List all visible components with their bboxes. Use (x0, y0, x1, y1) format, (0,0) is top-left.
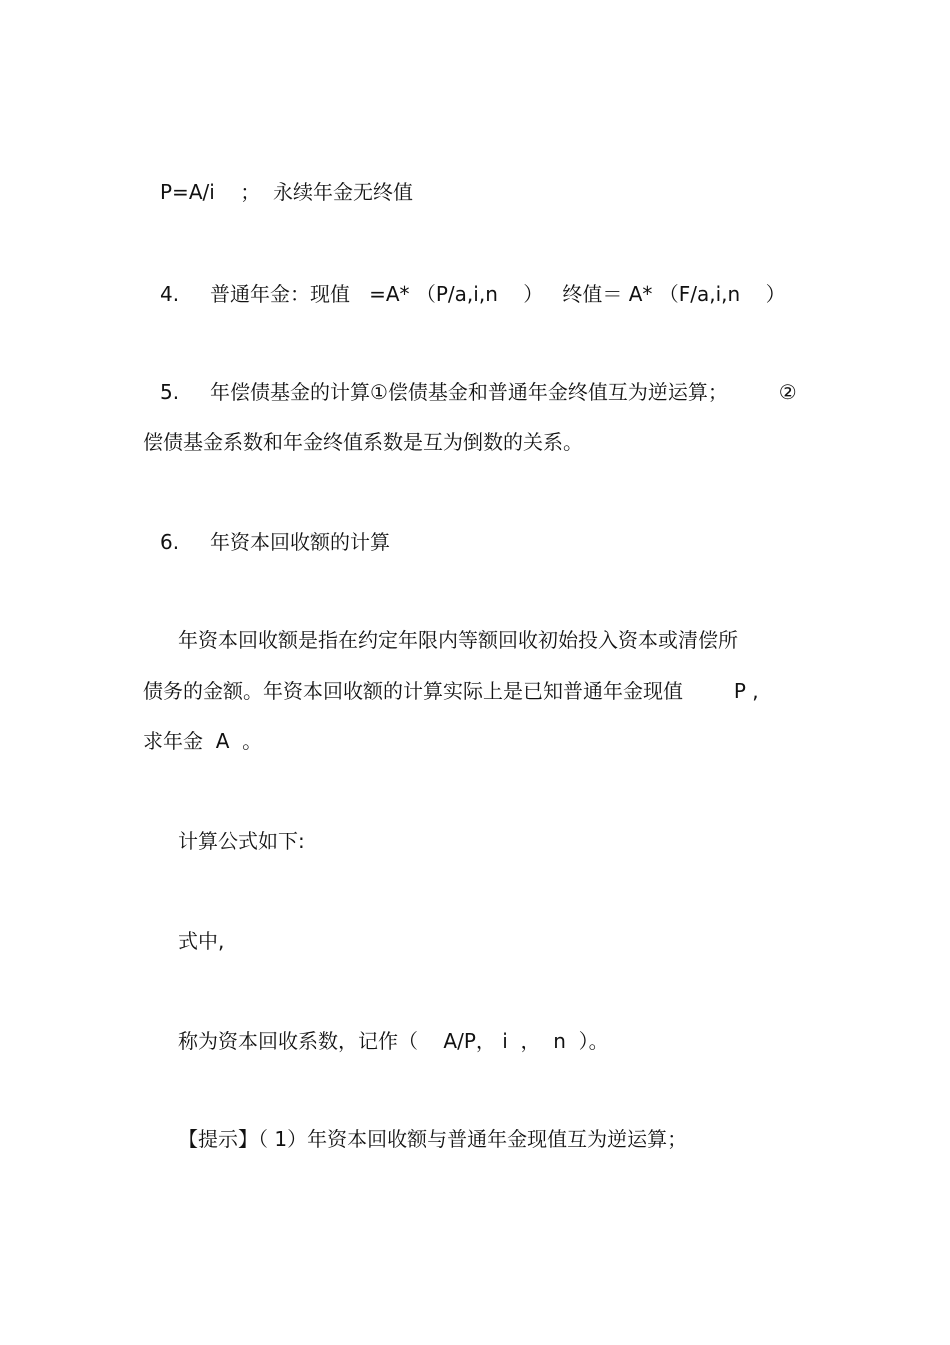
hint-line: 【提示】（ 1）年资本回收额与普通年金现值互为逆运算； (178, 1127, 688, 1151)
paragraph-line-3: 求年金 A 。 (143, 729, 263, 753)
capital-recovery-coefficient: 称为资本回收系数，记作（ A/P， i ， n ）。 (178, 1029, 609, 1053)
item-number: 6. (160, 530, 180, 554)
paragraph-line-2: 债务的金额。年资本回收额的计算实际上是已知普通年金现值 P , (143, 679, 759, 703)
item-number: 4. (160, 282, 180, 306)
item-text: 年偿债基金的计算①偿债基金和普通年金终值互为逆运算； ② (210, 380, 797, 404)
paragraph-line-1: 年资本回收额是指在约定年限内等额回收初始投入资本或清偿所 (178, 628, 738, 652)
item-text: 普通年金：现值 =A* （P/a,i,n ） 终值＝ A* （F/a,i,n ） (210, 282, 786, 306)
item-5-sinking-fund (160, 380, 797, 404)
item-number: 5. (160, 380, 180, 404)
where-clause: 式中, (178, 929, 225, 953)
item-text: 年资本回收额的计算 (210, 530, 390, 554)
perpetuity-formula-line: P=A/i ； 永续年金无终值 (160, 180, 413, 204)
item-5-continuation: 偿债基金系数和年金终值系数是互为倒数的关系。 (143, 430, 583, 454)
item-6-capital-recovery (160, 530, 390, 554)
item-4-ordinary-annuity (160, 282, 786, 306)
formula-intro: 计算公式如下: (178, 829, 305, 853)
